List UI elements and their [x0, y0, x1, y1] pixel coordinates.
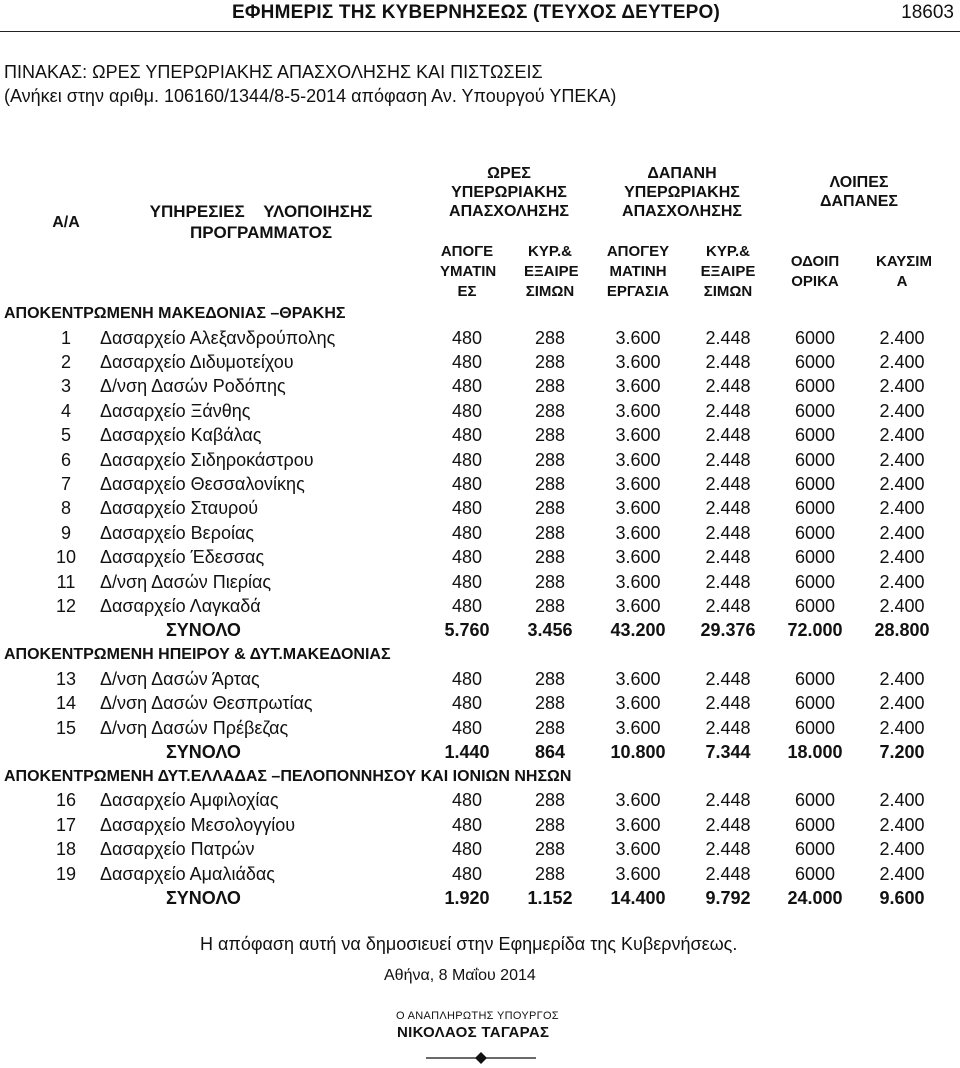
total-hours-afternoon: 1.920	[444, 887, 490, 908]
total-row	[36, 740, 946, 764]
col-header-hours: ΩΡΕΣ ΥΠΕΡΩΡΙΑΚΗΣ ΑΠΑΣΧΟΛΗΣΗΣ	[449, 164, 569, 220]
cost-afternoon: 3.600	[615, 668, 661, 689]
fuel-cost: 2.400	[879, 547, 925, 568]
hours-afternoon: 480	[451, 425, 483, 446]
travel-cost: 6000	[794, 668, 836, 689]
table-row	[36, 375, 946, 399]
hours-afternoon: 480	[451, 400, 483, 421]
cost-holidays: 2.448	[705, 814, 751, 835]
total-travel: 72.000	[787, 620, 843, 641]
total-hours-holidays: 1.152	[527, 887, 573, 908]
col-header-hours-afternoon: ΑΠΟΓΕ ΥΜΑΤΙΝ ΕΣ	[440, 243, 497, 300]
travel-cost: 6000	[794, 376, 836, 397]
travel-cost: 6000	[794, 327, 836, 348]
hours-afternoon: 480	[451, 814, 483, 835]
hours-afternoon: 480	[451, 522, 483, 543]
cost-afternoon: 3.600	[615, 547, 661, 568]
cost-afternoon: 3.600	[615, 425, 661, 446]
travel-cost: 6000	[794, 425, 836, 446]
fuel-cost: 2.400	[879, 474, 925, 495]
total-label: ΣΥΝΟΛΟ	[166, 887, 241, 908]
signatory-role: Ο ΑΝΑΠΛΗΡΩΤΗΣ ΥΠΟΥΡΓΟΣ	[396, 1010, 559, 1022]
travel-cost: 6000	[794, 814, 836, 835]
service-name: Δασαρχείο Πατρών	[100, 839, 255, 860]
service-name: Δασαρχείο Βεροίας	[100, 522, 255, 543]
total-label: ΣΥΝΟΛΟ	[166, 620, 241, 641]
service-name: Δ/νση Δασών Ροδόπης	[100, 376, 286, 397]
table-row	[36, 813, 946, 837]
col-header-fuel: ΚΑΥΣΙΜ Α	[876, 253, 932, 290]
cost-holidays: 2.448	[705, 327, 751, 348]
hours-holidays: 288	[534, 449, 566, 470]
total-cost-afternoon: 10.800	[610, 741, 666, 762]
row-number: 5	[60, 425, 71, 446]
row-number: 14	[55, 693, 77, 714]
cost-holidays: 2.448	[705, 693, 751, 714]
cost-holidays: 2.448	[705, 595, 751, 616]
hours-holidays: 288	[534, 376, 566, 397]
hours-holidays: 288	[534, 547, 566, 568]
table-subtitle: (Ανήκει στην αριθμ. 106160/1344/8-5-2014 απόφαση Αν. Υπουργού ΥΠΕΚΑ)	[4, 86, 617, 106]
total-spacer	[36, 619, 96, 643]
row-number: 19	[55, 863, 77, 884]
cost-afternoon: 3.600	[615, 327, 661, 348]
hours-afternoon: 480	[451, 863, 483, 884]
cost-afternoon: 3.600	[615, 400, 661, 421]
row-number: 12	[55, 595, 77, 616]
travel-cost: 6000	[794, 522, 836, 543]
table-row	[36, 448, 946, 472]
cost-afternoon: 3.600	[615, 352, 661, 373]
gazette-title: ΕΦΗΜΕΡΙΣ ΤΗΣ ΚΥΒΕΡΝΗΣΕΩΣ (ΤΕΥΧΟΣ ΔΕΥΤΕΡΟ)	[232, 2, 720, 23]
cost-afternoon: 3.600	[615, 693, 661, 714]
hours-afternoon: 480	[451, 595, 483, 616]
row-number: 11	[56, 571, 76, 592]
travel-cost: 6000	[794, 547, 836, 568]
cost-holidays: 2.448	[705, 498, 751, 519]
cost-holidays: 2.448	[705, 400, 751, 421]
table-row	[36, 350, 946, 374]
travel-cost: 6000	[794, 352, 836, 373]
travel-cost: 6000	[794, 449, 836, 470]
service-name: Δασαρχείο Έδεσσας	[100, 547, 265, 568]
hours-afternoon: 480	[451, 327, 483, 348]
travel-cost: 6000	[794, 790, 836, 811]
hours-afternoon: 480	[451, 839, 483, 860]
total-hours-holidays: 864	[534, 741, 566, 762]
cost-afternoon: 3.600	[615, 717, 661, 738]
table-row	[36, 546, 946, 570]
hours-holidays: 288	[534, 668, 566, 689]
signatory-name: ΝΙΚΟΛΑΟΣ ΤΑΓΑΡΑΣ	[397, 1024, 550, 1041]
cost-holidays: 2.448	[705, 571, 751, 592]
cost-afternoon: 3.600	[615, 498, 661, 519]
fuel-cost: 2.400	[879, 571, 925, 592]
row-number: 15	[55, 717, 77, 738]
fuel-cost: 2.400	[879, 693, 925, 714]
hours-holidays: 288	[534, 522, 566, 543]
cost-holidays: 2.448	[705, 668, 751, 689]
row-number: 8	[60, 498, 71, 519]
service-name: Δ/νση Δασών Πιερίας	[100, 571, 272, 592]
col-header-cost: ΔΑΠΑΝΗ ΥΠΕΡΩΡΙΑΚΗΣ ΑΠΑΣΧΟΛΗΣΗΣ	[622, 164, 742, 220]
total-label: ΣΥΝΟΛΟ	[166, 741, 241, 762]
cost-holidays: 2.448	[705, 449, 751, 470]
travel-cost: 6000	[794, 839, 836, 860]
hours-holidays: 288	[534, 400, 566, 421]
travel-cost: 6000	[794, 717, 836, 738]
service-name: Δ/νση Δασών Άρτας	[100, 668, 260, 689]
travel-cost: 6000	[794, 693, 836, 714]
row-number: 17	[55, 814, 77, 835]
hours-afternoon: 480	[451, 449, 483, 470]
hours-holidays: 288	[534, 425, 566, 446]
row-number: 18	[55, 839, 77, 860]
service-name: Δασαρχείο Ξάνθης	[100, 400, 251, 421]
cost-afternoon: 3.600	[615, 595, 661, 616]
fuel-cost: 2.400	[879, 449, 925, 470]
end-ornament	[426, 1052, 536, 1064]
service-name: Δασαρχείο Καβάλας	[100, 425, 262, 446]
fuel-cost: 2.400	[879, 327, 925, 348]
hours-holidays: 288	[534, 352, 566, 373]
footer-note: Η απόφαση αυτή να δημοσιευεί στην Εφημερίδα της Κυβερνήσεως.	[200, 934, 738, 954]
footer-date: Αθήνα, 8 Μαΐου 2014	[384, 967, 536, 984]
total-cost-holidays: 29.376	[700, 620, 756, 641]
total-fuel: 28.800	[874, 620, 930, 641]
col-header-aa: Α/Α	[52, 213, 80, 231]
overtime-table	[4, 142, 946, 911]
table-row	[36, 570, 946, 594]
fuel-cost: 2.400	[879, 352, 925, 373]
cost-afternoon: 3.600	[615, 790, 661, 811]
fuel-cost: 2.400	[879, 668, 925, 689]
hours-afternoon: 480	[451, 668, 483, 689]
total-fuel: 9.600	[879, 887, 925, 908]
row-number: 3	[60, 376, 71, 397]
cost-holidays: 2.448	[705, 474, 751, 495]
table-row	[36, 789, 946, 813]
table-row	[36, 691, 946, 715]
cost-afternoon: 3.600	[615, 522, 661, 543]
section-row	[36, 765, 946, 789]
hours-afternoon: 480	[451, 376, 483, 397]
total-travel: 24.000	[787, 887, 843, 908]
hours-holidays: 288	[534, 498, 566, 519]
fuel-cost: 2.400	[879, 814, 925, 835]
service-name: Δασαρχείο Λαγκαδά	[100, 595, 261, 616]
fuel-cost: 2.400	[879, 376, 925, 397]
row-number: 10	[55, 547, 77, 568]
hours-afternoon: 480	[451, 547, 483, 568]
cost-holidays: 2.448	[705, 790, 751, 811]
travel-cost: 6000	[794, 474, 836, 495]
total-cost-afternoon: 14.400	[610, 887, 666, 908]
section-title: ΑΠΟΚΕΝΤΡΩΜΕΝΗ ΗΠΕΙΡΟΥ & ΔΥΤ.ΜΑΚΕΔΟΝΙΑΣ	[4, 646, 391, 664]
service-name: Δασαρχείο Θεσσαλονίκης	[100, 474, 305, 495]
travel-cost: 6000	[794, 400, 836, 421]
row-number: 7	[60, 474, 71, 495]
total-spacer	[36, 740, 96, 764]
cost-holidays: 2.448	[705, 352, 751, 373]
row-number: 1	[60, 327, 71, 348]
hours-holidays: 288	[534, 571, 566, 592]
hours-afternoon: 480	[451, 352, 483, 373]
service-name: Δασαρχείο Αμφιλοχίας	[100, 790, 279, 811]
table-title: ΠΙΝΑΚΑΣ: ΩΡΕΣ ΥΠΕΡΩΡΙΑΚΗΣ ΑΠΑΣΧΟΛΗΣΗΣ ΚΑΙ ΠΙΣΤΩΣΕΙΣ	[4, 62, 543, 82]
cost-holidays: 2.448	[705, 717, 751, 738]
table-row	[36, 399, 946, 423]
cost-afternoon: 3.600	[615, 376, 661, 397]
hours-holidays: 288	[534, 863, 566, 884]
cost-afternoon: 3.600	[615, 449, 661, 470]
service-name: Δ/νση Δασών Πρέβεζας	[100, 717, 289, 738]
total-fuel: 7.200	[879, 741, 925, 762]
table-row	[36, 424, 946, 448]
cost-afternoon: 3.600	[615, 814, 661, 835]
hours-afternoon: 480	[451, 693, 483, 714]
service-name: Δ/νση Δασών Θεσπρωτίας	[100, 693, 313, 714]
row-number: 2	[60, 352, 71, 373]
table-row	[36, 837, 946, 861]
total-cost-holidays: 7.344	[705, 741, 751, 762]
section-row	[36, 643, 946, 667]
service-name: Δασαρχείο Αμαλιάδας	[100, 863, 275, 884]
total-travel: 18.000	[787, 741, 843, 762]
total-hours-afternoon: 5.760	[444, 620, 490, 641]
page-number: 18603	[901, 2, 954, 23]
header-rule	[0, 31, 960, 32]
table-row	[36, 862, 946, 886]
fuel-cost: 2.400	[879, 425, 925, 446]
fuel-cost: 2.400	[879, 839, 925, 860]
col-header-cost-holidays: ΚΥΡ.& ΕΞΑΙΡΕ ΣΙΜΩΝ	[700, 243, 756, 300]
hours-afternoon: 480	[451, 571, 483, 592]
col-header-travel: ΟΔΟΙΠ ΟΡΙΚΑ	[790, 253, 840, 290]
hours-holidays: 288	[534, 474, 566, 495]
fuel-cost: 2.400	[879, 863, 925, 884]
cost-holidays: 2.448	[705, 839, 751, 860]
section-row	[36, 302, 946, 326]
hours-afternoon: 480	[451, 790, 483, 811]
table-row	[36, 472, 946, 496]
hours-holidays: 288	[534, 693, 566, 714]
hours-holidays: 288	[534, 595, 566, 616]
cost-holidays: 2.448	[705, 547, 751, 568]
service-name: Δασαρχείο Μεσολογγίου	[100, 814, 296, 835]
total-row	[36, 619, 946, 643]
section-title: ΑΠΟΚΕΝΤΡΩΜΕΝΗ ΔΥΤ.ΕΛΛΑΔΑΣ –ΠΕΛΟΠΟΝΝΗΣΟΥ ΚΑΙ ΙΟΝΙΩΝ ΝΗΣΩΝ	[4, 767, 572, 785]
table-row	[36, 667, 946, 691]
service-name: Δασαρχείο Σταυρού	[100, 498, 259, 519]
cost-holidays: 2.448	[705, 522, 751, 543]
hours-holidays: 288	[534, 717, 566, 738]
row-number: 13	[55, 668, 77, 689]
cost-afternoon: 3.600	[615, 571, 661, 592]
hours-holidays: 288	[534, 839, 566, 860]
hours-afternoon: 480	[451, 474, 483, 495]
total-cost-holidays: 9.792	[705, 887, 751, 908]
hours-afternoon: 480	[451, 498, 483, 519]
total-spacer	[36, 886, 96, 910]
fuel-cost: 2.400	[879, 498, 925, 519]
row-number: 4	[60, 400, 71, 421]
fuel-cost: 2.400	[879, 400, 925, 421]
cost-afternoon: 3.600	[615, 839, 661, 860]
hours-holidays: 288	[534, 327, 566, 348]
section-title: ΑΠΟΚΕΝΤΡΩΜΕΝΗ ΜΑΚΕΔΟΝΙΑΣ –ΘΡΑΚΗΣ	[4, 305, 346, 322]
fuel-cost: 2.400	[879, 595, 925, 616]
row-number: 9	[60, 522, 71, 543]
travel-cost: 6000	[794, 595, 836, 616]
total-row	[36, 886, 946, 910]
table-row	[36, 594, 946, 618]
row-number: 6	[60, 449, 71, 470]
travel-cost: 6000	[794, 863, 836, 884]
table-row	[36, 716, 946, 740]
fuel-cost: 2.400	[879, 717, 925, 738]
travel-cost: 6000	[794, 571, 836, 592]
cost-holidays: 2.448	[705, 863, 751, 884]
hours-holidays: 288	[534, 790, 566, 811]
col-header-services: ΥΠΗΡΕΣΙΕΣ ΥΛΟΠΟΙΗΣΗΣ ΠΡΟΓΡΑΜΜΑΤΟΣ	[149, 202, 378, 242]
travel-cost: 6000	[794, 498, 836, 519]
hours-afternoon: 480	[451, 717, 483, 738]
fuel-cost: 2.400	[879, 790, 925, 811]
cost-afternoon: 3.600	[615, 863, 661, 884]
cost-holidays: 2.448	[705, 376, 751, 397]
col-header-other: ΛΟΙΠΕΣ ΔΑΠΑΝΕΣ	[820, 174, 898, 210]
table-row	[36, 497, 946, 521]
service-name: Δασαρχείο Σιδηροκάστρου	[100, 449, 314, 470]
table-row	[36, 326, 946, 350]
hours-holidays: 288	[534, 814, 566, 835]
cost-afternoon: 3.600	[615, 474, 661, 495]
service-name: Δασαρχείο Διδυμοτείχου	[100, 352, 294, 373]
cost-holidays: 2.448	[705, 425, 751, 446]
service-name: Δασαρχείο Αλεξανδρούπολης	[100, 327, 336, 348]
total-cost-afternoon: 43.200	[610, 620, 666, 641]
row-number: 16	[55, 790, 77, 811]
col-header-cost-afternoon: ΑΠΟΓΕΥ ΜΑΤΙΝΗ ΕΡΓΑΣΙΑ	[606, 243, 670, 300]
fuel-cost: 2.400	[879, 522, 925, 543]
col-header-hours-holidays: ΚΥΡ.& ΕΞΑΙΡΕ ΣΙΜΩΝ	[524, 243, 579, 300]
total-hours-afternoon: 1.440	[444, 741, 490, 762]
table-row	[36, 521, 946, 545]
total-hours-holidays: 3.456	[527, 620, 573, 641]
